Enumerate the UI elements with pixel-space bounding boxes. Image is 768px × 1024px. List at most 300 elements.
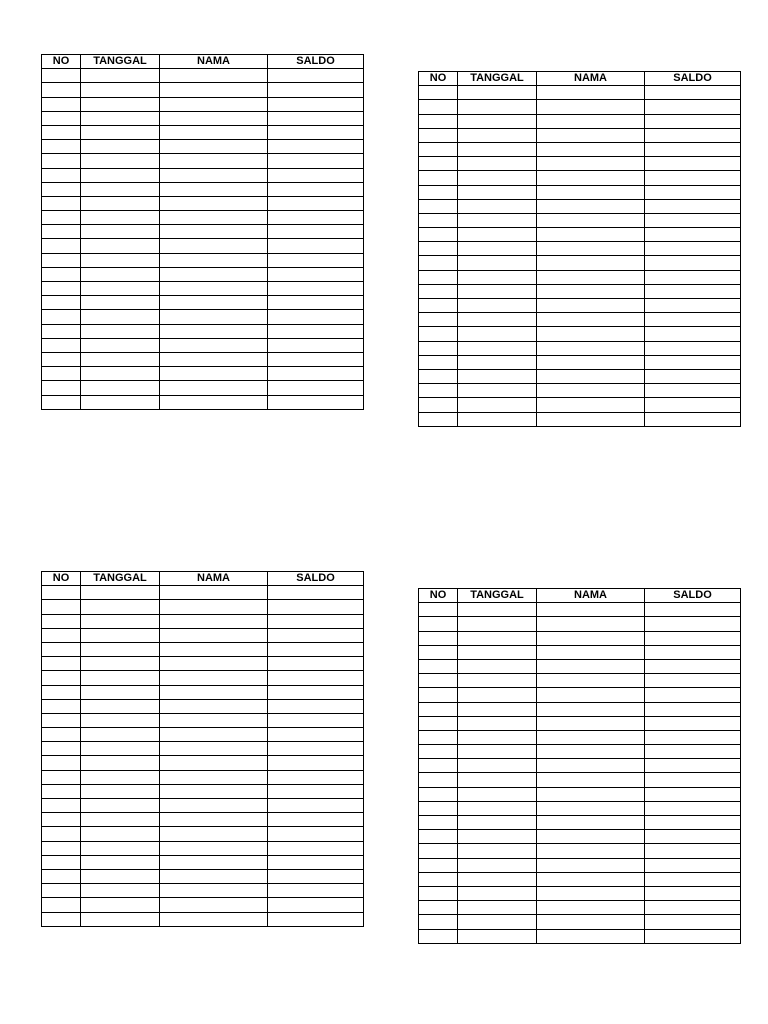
cell-no <box>419 787 458 801</box>
table-row <box>42 671 364 685</box>
cell-tanggal <box>458 313 537 327</box>
table-row <box>419 603 741 617</box>
cell-tanggal <box>81 69 160 83</box>
cell-nama <box>160 225 268 239</box>
cell-tanggal <box>81 912 160 926</box>
cell-no <box>42 855 81 869</box>
cell-tanggal <box>458 114 537 128</box>
cell-no <box>419 412 458 426</box>
cell-tanggal <box>458 716 537 730</box>
cell-tanggal <box>81 813 160 827</box>
cell-nama <box>160 253 268 267</box>
cell-no <box>419 688 458 702</box>
cell-tanggal <box>458 844 537 858</box>
cell-tanggal <box>458 617 537 631</box>
cell-no <box>42 657 81 671</box>
cell-tanggal <box>458 327 537 341</box>
cell-tanggal <box>81 168 160 182</box>
cell-saldo <box>268 614 364 628</box>
cell-saldo <box>268 211 364 225</box>
table-row <box>42 642 364 656</box>
cell-nama <box>160 69 268 83</box>
table-row <box>419 617 741 631</box>
cell-no <box>419 355 458 369</box>
cell-no <box>42 239 81 253</box>
cell-no <box>42 97 81 111</box>
cell-tanggal <box>81 841 160 855</box>
table-row <box>42 125 364 139</box>
table-row <box>42 742 364 756</box>
cell-no <box>419 759 458 773</box>
cell-tanggal <box>458 645 537 659</box>
cell-nama <box>537 270 645 284</box>
cell-saldo <box>268 898 364 912</box>
cell-no <box>419 872 458 886</box>
cell-nama <box>160 83 268 97</box>
cell-saldo <box>645 341 741 355</box>
cell-nama <box>160 296 268 310</box>
cell-saldo <box>645 369 741 383</box>
cell-tanggal <box>458 412 537 426</box>
cell-tanggal <box>81 756 160 770</box>
cell-nama <box>537 844 645 858</box>
cell-saldo <box>268 671 364 685</box>
table-row <box>42 338 364 352</box>
cell-saldo <box>645 617 741 631</box>
table-row <box>419 745 741 759</box>
cell-tanggal <box>458 659 537 673</box>
cell-saldo <box>645 901 741 915</box>
cell-no <box>419 171 458 185</box>
cell-nama <box>160 338 268 352</box>
table-row <box>419 213 741 227</box>
cell-tanggal <box>81 196 160 210</box>
cell-tanggal <box>458 773 537 787</box>
cell-saldo <box>645 659 741 673</box>
cell-nama <box>160 912 268 926</box>
cell-no <box>419 844 458 858</box>
header-row <box>42 572 364 586</box>
cell-tanggal <box>81 770 160 784</box>
table-row <box>419 915 741 929</box>
cell-saldo <box>645 759 741 773</box>
table-row <box>42 381 364 395</box>
cell-saldo <box>268 338 364 352</box>
cell-no <box>419 114 458 128</box>
cell-saldo <box>268 657 364 671</box>
cell-tanggal <box>81 671 160 685</box>
cell-tanggal <box>81 267 160 281</box>
cell-nama <box>160 657 268 671</box>
cell-nama <box>160 111 268 125</box>
table-row <box>42 83 364 97</box>
cell-saldo <box>268 642 364 656</box>
cell-tanggal <box>81 97 160 111</box>
cell-no <box>42 784 81 798</box>
cell-nama <box>537 199 645 213</box>
table-row <box>419 631 741 645</box>
cell-nama <box>160 239 268 253</box>
table-row <box>419 228 741 242</box>
table-row <box>419 674 741 688</box>
cell-saldo <box>645 128 741 142</box>
header-saldo: SALDO <box>268 55 364 69</box>
cell-no <box>42 586 81 600</box>
cell-saldo <box>645 844 741 858</box>
cell-saldo <box>268 713 364 727</box>
table-row <box>419 256 741 270</box>
cell-no <box>419 659 458 673</box>
cell-saldo <box>268 756 364 770</box>
cell-no <box>419 773 458 787</box>
cell-nama <box>160 395 268 409</box>
table-row <box>42 97 364 111</box>
cell-nama <box>160 310 268 324</box>
cell-tanggal <box>81 642 160 656</box>
cell-tanggal <box>458 858 537 872</box>
cell-saldo <box>645 858 741 872</box>
cell-saldo <box>268 685 364 699</box>
cell-tanggal <box>458 688 537 702</box>
table-row <box>419 242 741 256</box>
cell-no <box>42 671 81 685</box>
cell-saldo <box>268 253 364 267</box>
cell-nama <box>537 929 645 943</box>
cell-no <box>419 915 458 929</box>
cell-saldo <box>268 83 364 97</box>
cell-saldo <box>268 182 364 196</box>
cell-nama <box>160 267 268 281</box>
cell-no <box>42 756 81 770</box>
cell-no <box>419 886 458 900</box>
cell-nama <box>160 168 268 182</box>
table-row <box>419 688 741 702</box>
cell-saldo <box>645 773 741 787</box>
cell-no <box>42 699 81 713</box>
cell-tanggal <box>81 182 160 196</box>
cell-saldo <box>645 412 741 426</box>
cell-no <box>419 816 458 830</box>
table-row <box>419 730 741 744</box>
cell-tanggal <box>81 685 160 699</box>
header-no: NO <box>419 72 458 86</box>
cell-tanggal <box>81 225 160 239</box>
cell-saldo <box>645 327 741 341</box>
table-row <box>42 827 364 841</box>
cell-tanggal <box>458 228 537 242</box>
cell-no <box>42 168 81 182</box>
cell-nama <box>537 901 645 915</box>
table-row <box>419 716 741 730</box>
table-row <box>42 69 364 83</box>
cell-tanggal <box>81 154 160 168</box>
cell-nama <box>537 801 645 815</box>
cell-nama <box>537 830 645 844</box>
cell-saldo <box>645 688 741 702</box>
cell-nama <box>160 713 268 727</box>
cell-nama <box>160 898 268 912</box>
cell-tanggal <box>81 310 160 324</box>
cell-no <box>419 716 458 730</box>
cell-tanggal <box>458 886 537 900</box>
cell-no <box>419 242 458 256</box>
cell-nama <box>160 685 268 699</box>
cell-saldo <box>645 830 741 844</box>
header-no: NO <box>419 589 458 603</box>
cell-no <box>419 674 458 688</box>
cell-nama <box>537 858 645 872</box>
cell-saldo <box>645 171 741 185</box>
cell-saldo <box>268 827 364 841</box>
cell-no <box>42 338 81 352</box>
cell-nama <box>537 745 645 759</box>
cell-nama <box>537 730 645 744</box>
header-no: NO <box>42 55 81 69</box>
cell-nama <box>537 327 645 341</box>
table-row <box>419 773 741 787</box>
cell-saldo <box>645 730 741 744</box>
cell-nama <box>537 171 645 185</box>
cell-tanggal <box>81 352 160 366</box>
cell-saldo <box>645 86 741 100</box>
cell-no <box>42 140 81 154</box>
table-row <box>42 324 364 338</box>
cell-nama <box>537 284 645 298</box>
cell-saldo <box>268 728 364 742</box>
cell-nama <box>537 631 645 645</box>
header-saldo: SALDO <box>268 572 364 586</box>
table-row <box>42 140 364 154</box>
cell-tanggal <box>81 855 160 869</box>
cell-saldo <box>268 310 364 324</box>
cell-saldo <box>645 886 741 900</box>
cell-saldo <box>645 872 741 886</box>
cell-no <box>419 858 458 872</box>
cell-saldo <box>268 841 364 855</box>
cell-saldo <box>268 140 364 154</box>
cell-no <box>42 813 81 827</box>
table-row <box>42 628 364 642</box>
cell-nama <box>537 872 645 886</box>
cell-tanggal <box>458 369 537 383</box>
cell-tanggal <box>81 699 160 713</box>
cell-no <box>42 685 81 699</box>
table-row <box>419 313 741 327</box>
cell-nama <box>160 742 268 756</box>
cell-tanggal <box>458 801 537 815</box>
cell-saldo <box>645 702 741 716</box>
header-no: NO <box>42 572 81 586</box>
cell-saldo <box>645 142 741 156</box>
cell-tanggal <box>458 674 537 688</box>
cell-no <box>42 395 81 409</box>
cell-tanggal <box>458 603 537 617</box>
cell-saldo <box>268 196 364 210</box>
cell-nama <box>537 759 645 773</box>
cell-saldo <box>645 299 741 313</box>
cell-no <box>419 313 458 327</box>
header-nama: NAMA <box>537 72 645 86</box>
header-saldo: SALDO <box>645 589 741 603</box>
cell-nama <box>160 841 268 855</box>
table-row <box>419 816 741 830</box>
cell-nama <box>537 773 645 787</box>
cell-tanggal <box>458 816 537 830</box>
cell-tanggal <box>81 282 160 296</box>
cell-no <box>42 869 81 883</box>
table-row <box>419 114 741 128</box>
table-row <box>419 412 741 426</box>
table-row <box>419 369 741 383</box>
header-tanggal: TANGGAL <box>81 55 160 69</box>
cell-tanggal <box>81 367 160 381</box>
cell-saldo <box>268 381 364 395</box>
cell-saldo <box>268 770 364 784</box>
header-row <box>419 589 741 603</box>
cell-tanggal <box>458 901 537 915</box>
cell-tanggal <box>81 338 160 352</box>
cell-no <box>42 324 81 338</box>
cell-tanggal <box>458 299 537 313</box>
header-tanggal: TANGGAL <box>458 589 537 603</box>
table-row <box>42 239 364 253</box>
table-row <box>419 901 741 915</box>
cell-tanggal <box>458 142 537 156</box>
cell-no <box>42 125 81 139</box>
table-row <box>419 86 741 100</box>
cell-tanggal <box>81 253 160 267</box>
cell-tanggal <box>81 898 160 912</box>
table-row <box>419 787 741 801</box>
table-row <box>419 128 741 142</box>
cell-no <box>419 617 458 631</box>
header-nama: NAMA <box>160 55 268 69</box>
table-row <box>42 253 364 267</box>
cell-tanggal <box>81 884 160 898</box>
cell-no <box>42 154 81 168</box>
cell-no <box>419 199 458 213</box>
cell-nama <box>160 770 268 784</box>
cell-tanggal <box>458 631 537 645</box>
cell-nama <box>160 282 268 296</box>
cell-saldo <box>268 125 364 139</box>
cell-no <box>419 702 458 716</box>
cell-nama <box>160 855 268 869</box>
cell-saldo <box>268 69 364 83</box>
cell-saldo <box>645 384 741 398</box>
cell-nama <box>537 412 645 426</box>
cell-saldo <box>645 816 741 830</box>
table-row <box>419 398 741 412</box>
cell-saldo <box>645 270 741 284</box>
cell-tanggal <box>458 86 537 100</box>
table-row <box>42 154 364 168</box>
table-row <box>42 699 364 713</box>
cell-no <box>42 770 81 784</box>
cell-no <box>419 86 458 100</box>
cell-saldo <box>268 282 364 296</box>
cell-nama <box>537 659 645 673</box>
table-row <box>42 111 364 125</box>
cell-saldo <box>268 813 364 827</box>
cell-saldo <box>645 185 741 199</box>
cell-nama <box>160 813 268 827</box>
cell-tanggal <box>81 111 160 125</box>
cell-saldo <box>645 313 741 327</box>
cell-nama <box>537 100 645 114</box>
table-row <box>419 100 741 114</box>
cell-tanggal <box>81 395 160 409</box>
cell-nama <box>537 816 645 830</box>
cell-tanggal <box>458 787 537 801</box>
cell-saldo <box>645 603 741 617</box>
table-row <box>419 659 741 673</box>
cell-saldo <box>645 157 741 171</box>
cell-no <box>419 929 458 943</box>
table-row <box>419 929 741 943</box>
cell-nama <box>160 756 268 770</box>
cell-nama <box>537 355 645 369</box>
cell-tanggal <box>81 628 160 642</box>
cell-tanggal <box>458 830 537 844</box>
cell-tanggal <box>458 730 537 744</box>
cell-saldo <box>268 97 364 111</box>
cell-saldo <box>268 586 364 600</box>
cell-no <box>419 100 458 114</box>
table-row <box>419 355 741 369</box>
table-row <box>42 657 364 671</box>
cell-tanggal <box>458 157 537 171</box>
cell-tanggal <box>81 381 160 395</box>
cell-no <box>42 600 81 614</box>
cell-saldo <box>645 213 741 227</box>
cell-tanggal <box>458 242 537 256</box>
table-row <box>42 813 364 827</box>
cell-no <box>419 128 458 142</box>
cell-no <box>419 270 458 284</box>
cell-saldo <box>268 912 364 926</box>
cell-tanggal <box>458 213 537 227</box>
cell-nama <box>537 299 645 313</box>
cell-no <box>42 182 81 196</box>
cell-tanggal <box>458 745 537 759</box>
cell-no <box>42 898 81 912</box>
table-row <box>419 702 741 716</box>
cell-nama <box>537 128 645 142</box>
cell-nama <box>537 142 645 156</box>
cell-no <box>419 801 458 815</box>
cell-no <box>42 352 81 366</box>
cell-saldo <box>645 398 741 412</box>
table-row <box>419 341 741 355</box>
cell-nama <box>160 140 268 154</box>
cell-nama <box>160 628 268 642</box>
cell-saldo <box>268 855 364 869</box>
cell-no <box>42 381 81 395</box>
cell-nama <box>160 642 268 656</box>
cell-tanggal <box>458 128 537 142</box>
cell-no <box>42 912 81 926</box>
cell-nama <box>160 884 268 898</box>
cell-no <box>419 645 458 659</box>
cell-saldo <box>268 267 364 281</box>
cell-tanggal <box>81 125 160 139</box>
cell-tanggal <box>458 341 537 355</box>
cell-nama <box>537 688 645 702</box>
cell-no <box>419 631 458 645</box>
cell-tanggal <box>458 256 537 270</box>
table-row <box>419 801 741 815</box>
